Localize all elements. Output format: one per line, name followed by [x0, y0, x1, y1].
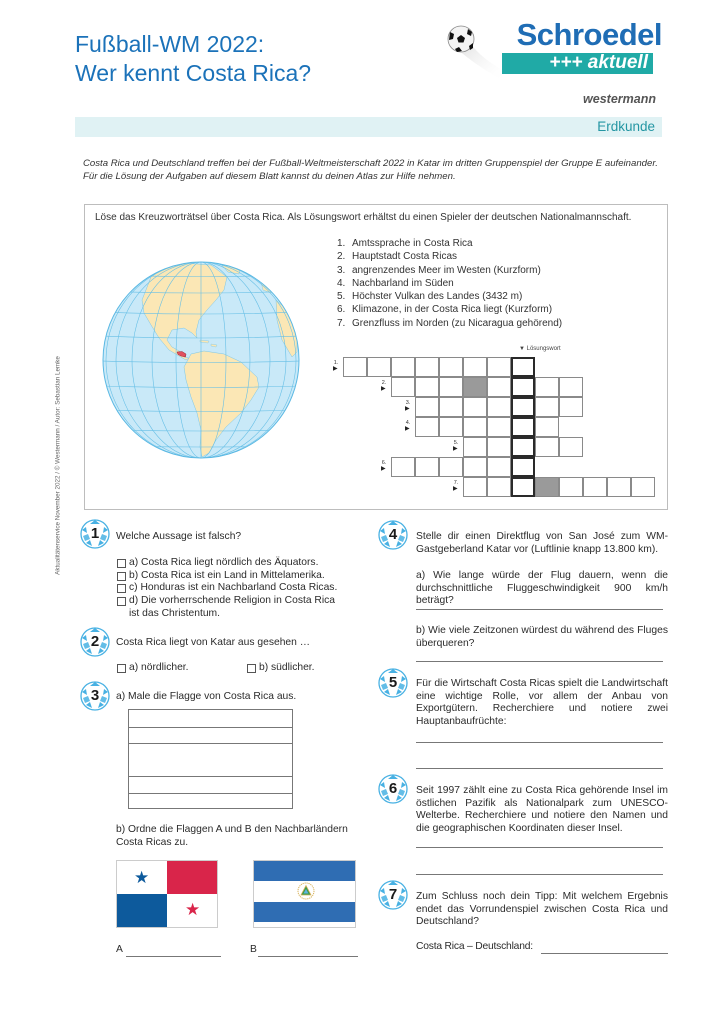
crossword-cell[interactable] — [487, 417, 511, 437]
crossword-solution-cell[interactable] — [511, 457, 535, 477]
crossword-cell[interactable] — [487, 397, 511, 417]
crossword-clue-number: 5. — [453, 440, 459, 446]
crossword-cell[interactable] — [415, 377, 439, 397]
task5-answer-line-2[interactable] — [416, 768, 663, 769]
task-number: 2 — [90, 633, 100, 650]
task2-question: Costa Rica liegt von Katar aus gesehen … — [116, 637, 311, 648]
crossword-cell[interactable] — [535, 417, 559, 437]
flag-b-nicaragua — [253, 860, 356, 928]
task-number-badge — [378, 880, 408, 910]
task7-answer-label: Costa Rica – Deutschland: — [416, 941, 533, 952]
flag-stripe-line — [129, 776, 292, 777]
clue-item — [337, 317, 562, 330]
clue-text: Amtssprache in Costa Rica — [352, 238, 473, 249]
clue-item — [337, 277, 562, 290]
flag-b-label: B — [250, 944, 257, 955]
clue-number: 7. — [337, 317, 346, 329]
crossword-cell[interactable] — [559, 477, 583, 497]
crossword-cell[interactable] — [439, 457, 463, 477]
task-number: 4 — [388, 526, 398, 543]
task3-part-b-line2: Costa Ricas zu. — [116, 837, 189, 848]
logo-tagline-bar — [502, 53, 653, 74]
crossword-cell[interactable] — [391, 457, 415, 477]
crossword-cell[interactable] — [487, 477, 511, 497]
crossword-clue-number: 1. — [333, 360, 339, 366]
crossword-cell[interactable] — [487, 377, 511, 397]
clue-text: Grenzfluss im Norden (zu Nicaragua gehörend) — [352, 317, 563, 329]
flag-b-answer-line[interactable] — [258, 956, 358, 957]
flag-a-answer-line[interactable] — [126, 956, 221, 957]
task4-part-a: a) Wie lange würde der Flug dauern, wenn die durchschnittliche Fluggeschwindigkeit 900 km/h beträgt? — [416, 570, 668, 607]
crossword-cell[interactable] — [391, 377, 415, 397]
task4-a-answer-line[interactable] — [416, 609, 663, 610]
checkbox[interactable] — [117, 584, 126, 593]
arrow-right-icon: ▶ — [453, 446, 458, 452]
crossword-cell[interactable] — [559, 397, 583, 417]
clue-number: 6. — [337, 304, 346, 316]
crossword-clue-number: 2. — [381, 380, 387, 386]
crossword-grid — [333, 357, 663, 502]
crossword-solution-cell[interactable] — [511, 377, 535, 397]
arrow-right-icon: ▶ — [405, 406, 410, 412]
logo-brand: Schroedel — [516, 17, 662, 52]
checkbox[interactable] — [117, 559, 126, 568]
clue-item — [337, 250, 562, 263]
task4-intro: Stelle dir einen Direktflug von San José zum WM-Gastgeberland Katar vor (Luftlinie knapp 13.800 km). — [416, 531, 668, 555]
task3-part-b-line1: b) Ordne die Flaggen A und B den Nachbarländern — [116, 824, 348, 835]
option-label: c) Honduras ist ein Nachbarland Costa Ricas. — [129, 582, 338, 593]
task7-answer-line[interactable] — [541, 953, 668, 954]
crossword-cell[interactable] — [415, 417, 439, 437]
task-number-badge — [80, 681, 110, 711]
task4-b-answer-line[interactable] — [416, 661, 663, 662]
checkbox[interactable] — [247, 664, 256, 673]
subject-bar — [75, 117, 662, 137]
crossword-cell[interactable] — [415, 457, 439, 477]
crossword-clue-number: 6. — [381, 460, 387, 466]
page-title-line-2: Wer kennt Costa Rica? — [75, 60, 312, 86]
star-icon: ★ — [134, 868, 150, 887]
subject-label: Erdkunde — [597, 119, 655, 134]
crossword-solution-cell[interactable] — [511, 477, 535, 497]
arrow-right-icon: ▶ — [453, 486, 458, 492]
task-number: 3 — [90, 687, 100, 704]
crossword-blocked-cell — [463, 377, 487, 397]
flag-stripe-line — [129, 793, 292, 794]
task-number-badge — [378, 668, 408, 698]
page-title-line-1: Fußball-WM 2022: — [75, 31, 265, 57]
crossword-cell[interactable] — [343, 357, 367, 377]
option-label: ist das Christentum. — [129, 608, 220, 619]
logo-publisher: westermann — [583, 92, 656, 106]
checkbox[interactable] — [117, 597, 126, 606]
crossword-cell[interactable] — [535, 397, 559, 417]
flag-stripe-line — [129, 727, 292, 728]
arrow-right-icon: ▶ — [381, 386, 386, 392]
globe-map — [101, 260, 301, 460]
crossword-cell[interactable] — [439, 357, 463, 377]
crossword-cell[interactable] — [487, 437, 511, 457]
clue-item — [337, 237, 562, 250]
star-icon: ★ — [185, 900, 201, 919]
clue-text: Hauptstadt Costa Ricas — [352, 251, 458, 263]
clue-number: 2. — [337, 251, 346, 263]
crossword-solution-cell[interactable] — [511, 417, 535, 437]
solution-word-label: ▼ Lösungswort — [519, 346, 561, 352]
crossword-cell[interactable] — [439, 377, 463, 397]
crossword-cell[interactable] — [607, 477, 631, 497]
flag-a-panama — [116, 860, 218, 928]
crossword-cell[interactable] — [463, 477, 487, 497]
crossword-cell[interactable] — [559, 437, 583, 457]
task-number: 1 — [90, 525, 100, 542]
crossword-clue-number: 4. — [405, 420, 411, 426]
option-label: b) Costa Rica ist ein Land in Mittelamerika. — [129, 570, 325, 581]
crossword-cell[interactable] — [631, 477, 655, 497]
clue-number: 4. — [337, 277, 346, 289]
task6-text: Seit 1997 zählt eine zu Costa Rica gehörende Insel im östlichen Pazifik als Nationalpark zum UNESCO-Welterbe. Recherchiere und notiere den Namen und die geographischen Koordinaten dieser Insel. — [416, 785, 668, 834]
clue-text: angrenzendes Meer im Westen (Kurzform) — [352, 264, 541, 276]
checkbox[interactable] — [117, 664, 126, 673]
crossword-cell[interactable] — [487, 357, 511, 377]
clue-number: 3. — [337, 264, 346, 276]
crossword-cell[interactable] — [463, 397, 487, 417]
clue-list — [337, 237, 562, 330]
task4-part-b: b) Wie viele Zeitzonen würdest du während des Fluges überqueren? — [416, 625, 668, 649]
crossword-cell[interactable] — [391, 357, 415, 377]
crossword-cell[interactable] — [535, 437, 559, 457]
task5-answer-line-1[interactable] — [416, 742, 663, 743]
crossword-solution-cell[interactable] — [511, 437, 535, 457]
clue-number: 1. — [337, 238, 346, 249]
task1-question: Welche Aussage ist falsch? — [116, 531, 242, 542]
logo-tagline: +++ aktuell — [549, 52, 648, 73]
crossword-cell[interactable] — [415, 397, 439, 417]
task7-text: Zum Schluss noch dein Tipp: Mit welchem Ergebnis endet das Vorrundenspiel zwischen Costa Rica und Deutschland? — [416, 891, 668, 928]
crossword-solution-cell[interactable] — [511, 357, 535, 377]
crossword-cell[interactable] — [463, 457, 487, 477]
task6-answer-line-1[interactable] — [416, 847, 663, 848]
option-label: d) Die vorherrschende Religion in Costa Rica — [129, 595, 336, 606]
crossword-cell[interactable] — [439, 397, 463, 417]
task-number-badge — [378, 520, 408, 550]
option-label: a) Costa Rica liegt nördlich des Äquators. — [129, 557, 319, 568]
crossword-blocked-cell — [535, 477, 559, 497]
crossword-cell[interactable] — [415, 357, 439, 377]
crossword-cell[interactable] — [463, 437, 487, 457]
task3-part-a: a) Male die Flagge von Costa Rica aus. — [116, 691, 297, 702]
option-label: b) südlicher. — [259, 662, 315, 673]
sidebar-credit: Aktualitätenservice November 2022 / © Westermann / Autor: Sebastian Lemke — [54, 356, 62, 575]
crossword-cell[interactable] — [367, 357, 391, 377]
task-number: 7 — [388, 886, 398, 903]
crossword-cell[interactable] — [535, 377, 559, 397]
task-number: 6 — [388, 780, 398, 797]
task-number: 5 — [388, 674, 398, 691]
checkbox[interactable] — [117, 572, 126, 581]
coat-of-arms-icon — [297, 882, 315, 900]
crossword-solution-cell[interactable] — [511, 397, 535, 417]
arrow-right-icon: ▶ — [381, 466, 386, 472]
crossword-cell[interactable] — [559, 377, 583, 397]
crossword-instruction: Löse das Kreuzworträtsel über Costa Rica. Als Lösungswort erhältst du einen Spieler der deutschen Nationalmannschaft. — [95, 212, 632, 223]
task-number-badge — [80, 627, 110, 657]
task-number-badge — [80, 519, 110, 549]
crossword-cell[interactable] — [463, 417, 487, 437]
clue-text: Nachbarland im Süden — [352, 277, 454, 289]
clue-item — [337, 303, 562, 316]
costa-rica-flag-coloring-outline[interactable] — [128, 709, 293, 809]
clue-text: Klimazone, in der Costa Rica liegt (Kurzform) — [352, 304, 553, 316]
crossword-cell[interactable] — [487, 457, 511, 477]
clue-item — [337, 264, 562, 277]
flag-stripe-line — [129, 743, 292, 744]
crossword-cell[interactable] — [583, 477, 607, 497]
task6-answer-line-2[interactable] — [416, 874, 663, 875]
crossword-cell[interactable] — [463, 357, 487, 377]
crossword-clue-number: 3. — [405, 400, 411, 406]
arrow-right-icon: ▶ — [333, 366, 338, 372]
crossword-clue-number: 7. — [453, 480, 459, 486]
crossword-cell[interactable] — [439, 417, 463, 437]
task-number-badge — [378, 774, 408, 804]
clue-text: Höchster Vulkan des Landes (3432 m) — [352, 291, 523, 303]
clue-number: 5. — [337, 291, 346, 303]
option-label: a) nördlicher. — [129, 662, 189, 673]
flag-a-label: A — [116, 944, 123, 955]
clue-item — [337, 290, 562, 303]
task5-text: Für die Wirtschaft Costa Ricas spielt die Landwirtschaft eine wichtige Rolle, vor allem der Anbau von Exportgütern. Recherchiere und notiere zwei Hauptanbaufrüchte: — [416, 678, 668, 727]
intro-text: Costa Rica und Deutschland treffen bei der Fußball-Weltmeisterschaft 2022 in Katar im dritten Gruppenspiel der Gruppe E aufeinander. Für die Lösung der Aufgaben auf diesem Blatt kannst du deinen Atlas zur Hilfe nehmen. — [83, 158, 658, 182]
arrow-right-icon: ▶ — [405, 426, 410, 432]
